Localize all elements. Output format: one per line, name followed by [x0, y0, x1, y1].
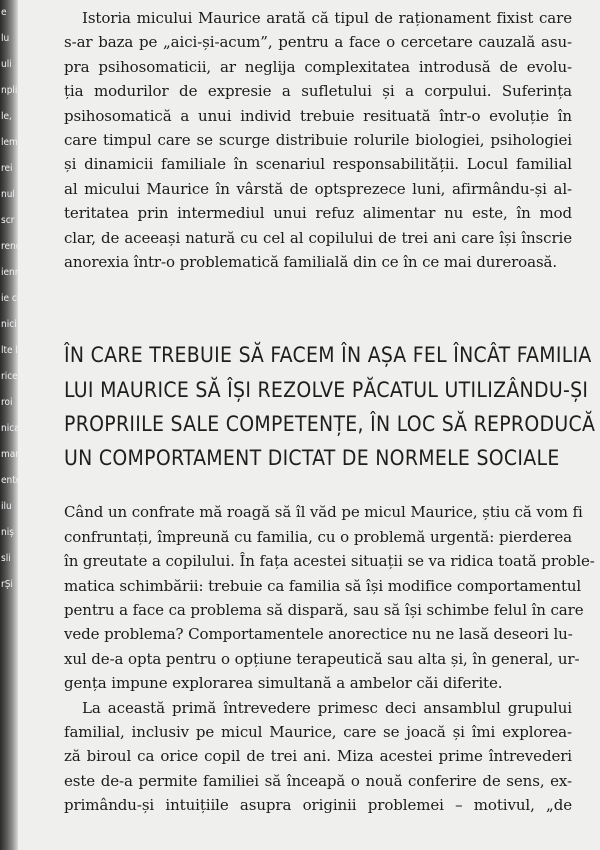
heading-line: UN COMPORTAMENT DICTAT DE NORMELE SOCIALE [64, 446, 560, 471]
text-line: psihosomatică a unui individ trebuie resituată într-o evoluție în [64, 106, 572, 125]
book-page [64, 6, 596, 818]
gutter-fragment: e [1, 7, 7, 18]
gutter-fragment: nica [1, 423, 20, 434]
heading-line: LUI MAURICE SĂ ÎȘI REZOLVE PĂCATUL UTILIZÂNDU-ȘI [64, 377, 589, 402]
gutter-fragment: niș [1, 527, 14, 538]
gutter-fragment: ie ci [1, 293, 20, 304]
gutter-fragment: lte li [1, 345, 21, 356]
gutter-fragment: rȘi [1, 579, 13, 590]
paragraph-first-meeting [64, 696, 572, 818]
text-line: anorexia într-o problematică familială din ce în ce mai dureroasă. [64, 253, 558, 272]
text-line: confruntați, împreună cu familia, cu o problemă urgentă: pierderea [64, 527, 572, 546]
gutter-fragment: nul [1, 189, 15, 200]
text-line: gența impune explorarea simultană a ambelor căi diferite. [64, 674, 503, 693]
gutter-fragment: ente [1, 475, 22, 486]
gutter-fragment: npli [1, 85, 18, 96]
gutter-fragment: ienn [1, 267, 21, 278]
gutter-fragment: mar [1, 449, 19, 460]
adjacent-page-fragments [0, 0, 24, 850]
text-line: La această primă întrevedere primesc deci ansamblul grupului [82, 698, 572, 717]
gutter-fragment: rice i [1, 371, 24, 382]
text-line: teritatea prin intermediul unui refuz alimentar nu este, în mod [64, 204, 572, 223]
text-line: clar, de aceeași natură cu cel al copilului de trei ani care își înscrie [64, 228, 572, 247]
text-line: pentru a face ca problema să dispară, sau să își schimbe felul în care [64, 600, 584, 619]
gutter-fragment: sli [1, 553, 11, 564]
text-line: familial, inclusiv pe micul Maurice, care se joacă și îmi explorea- [64, 722, 572, 741]
paragraph-urgent-problem [64, 500, 595, 695]
heading-line: PROPRIILE SALE COMPETENȚE, ÎN LOC SĂ REPRODUCĂ [64, 411, 596, 436]
gutter-fragment: rei [1, 163, 13, 174]
text-line: ză biroul ca orice copil de trei ani. Miza acestei prime întrevederi [64, 747, 572, 766]
text-line: s-ar baza pe „aici-și-acum”, pentru a face o cercetare cauzală asu- [64, 33, 572, 52]
text-line: primându-și intuițiile asupra originii problemei – motivul, „de [64, 796, 572, 815]
text-line: și dinamicii familiale în scenariul responsabilității. Locul familial [64, 155, 572, 174]
gutter-fragment: nici [1, 319, 17, 330]
text-line: xul de-a opta pentru o opțiune terapeutică sau alta și, în general, ur- [64, 649, 580, 668]
section-heading [64, 338, 596, 475]
gutter-fragment: lem [1, 137, 18, 148]
text-line: Istoria micului Maurice arată că tipul de raționament fixist care [82, 9, 572, 27]
gutter-fragment: reno [1, 241, 22, 252]
heading-line: ÎN CARE TREBUIE SĂ FACEM ÎN AȘA FEL ÎNCÂT FAMILIA [64, 343, 592, 368]
text-line: ția modurilor de expresie a sufletului și a corpului. Suferința [64, 82, 572, 101]
gutter-fragment: ilu [1, 501, 12, 512]
text-line: matica schimbării: trebuie ca familia să își modifice comportamentul [64, 576, 582, 595]
text-line: pra psihosomaticii, ar neglija complexitatea introdusă de evolu- [64, 57, 572, 76]
gutter-fragment: uli [1, 59, 12, 70]
text-line: al micului Maurice în vârstă de optsprezece luni, afirmându-și al- [64, 179, 572, 198]
text-line: vede problema? Comportamentele anorectice nu ne lasă deseori lu- [64, 625, 573, 644]
text-line: în greutate a copilului. În fața acestei situații se va ridica toată proble- [64, 552, 595, 571]
gutter-fragment: le, [1, 111, 12, 122]
text-line: este de-a permite familiei să înceapă o nouă conferire de sens, ex- [64, 771, 572, 790]
text-line: care timpul care se scurge distribuie rolurile biologiei, psihologiei [64, 131, 572, 150]
paragraph-maurice-history [64, 6, 572, 274]
gutter-fragment: lu [1, 33, 10, 44]
text-line: Când un confrate mă roagă să îl văd pe micul Maurice, știu că vom fi [64, 503, 583, 522]
gutter-fragment: scr [1, 215, 15, 226]
gutter-fragment: roi [1, 397, 13, 408]
